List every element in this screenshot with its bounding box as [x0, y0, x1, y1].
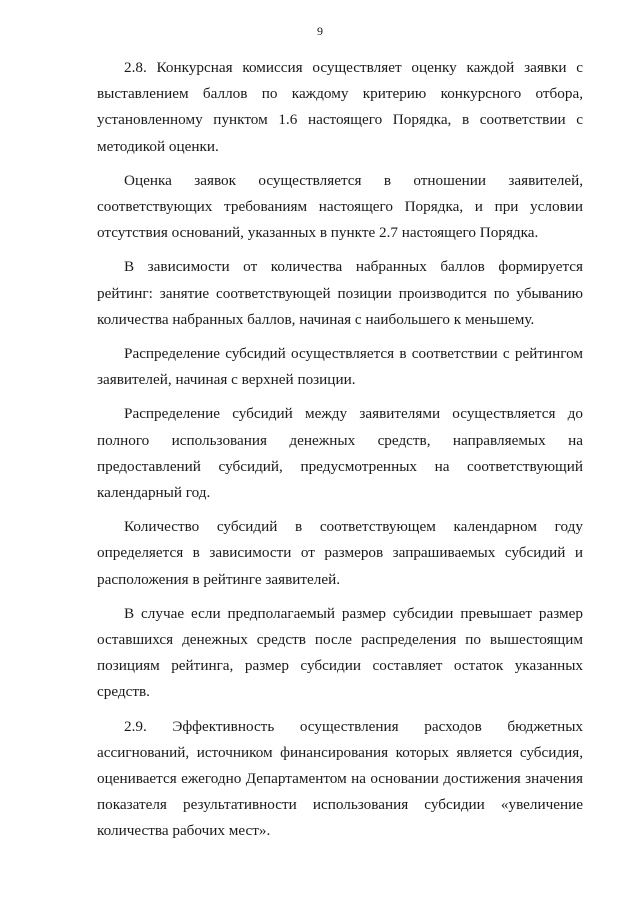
paragraph-2-8: 2.8. Конкурсная комиссия осуществляет оценку каждой заявки с выставлением баллов по каждому критерию конкурсного отбора, установленному пунктом 1.6 настоящего Порядка, в соответствии с методикой оценки.	[97, 59, 583, 155]
paragraph-2-9: 2.9. Эффективность осуществления расходов бюджетных ассигнований, источником финансирования которых является субсидия, оценивается ежегодно Департаментом на основании достижения значения показателя результативности использования субсидии «увеличение количества рабочих мест».	[97, 717, 583, 840]
paragraph-subsidy-count: Количество субсидий в соответствующем календарном году определяется в зависимости от размеров запрашиваемых субсидий и расположения в рейтинге заявителей.	[97, 518, 583, 588]
paragraph-remainder: В случае если предполагаемый размер субсидии превышает размер оставшихся денежных средств после распределения по вышестоящим позициям рейтинга, размер субсидии составляет остаток указанных средств.	[97, 604, 583, 701]
paragraph-distribution: Распределение субсидий осуществляется в соответствии с рейтингом заявителей, начиная с верхней позиции.	[97, 345, 583, 389]
paragraph-rating: В зависимости от количества набранных баллов формируется рейтинг: занятие соответствующей позиции производится по убыванию количества набранных баллов, начиная с наибольшего к меньшему.	[97, 258, 583, 328]
page-number: 9	[317, 24, 323, 38]
paragraph-evaluation: Оценка заявок осуществляется в отношении заявителей, соответствующих требованиям настоящего Порядка, и при условии отсутствия оснований, указанных в пункте 2.7 настоящего Порядка.	[97, 171, 583, 242]
paragraph-distribution-funds: Распределение субсидий между заявителями осуществляется до полного использования денежных средств, направляемых на предоставлений субсидий, предусмотренных на соответствующий календарный год.	[97, 405, 583, 502]
document-body	[97, 55, 583, 845]
